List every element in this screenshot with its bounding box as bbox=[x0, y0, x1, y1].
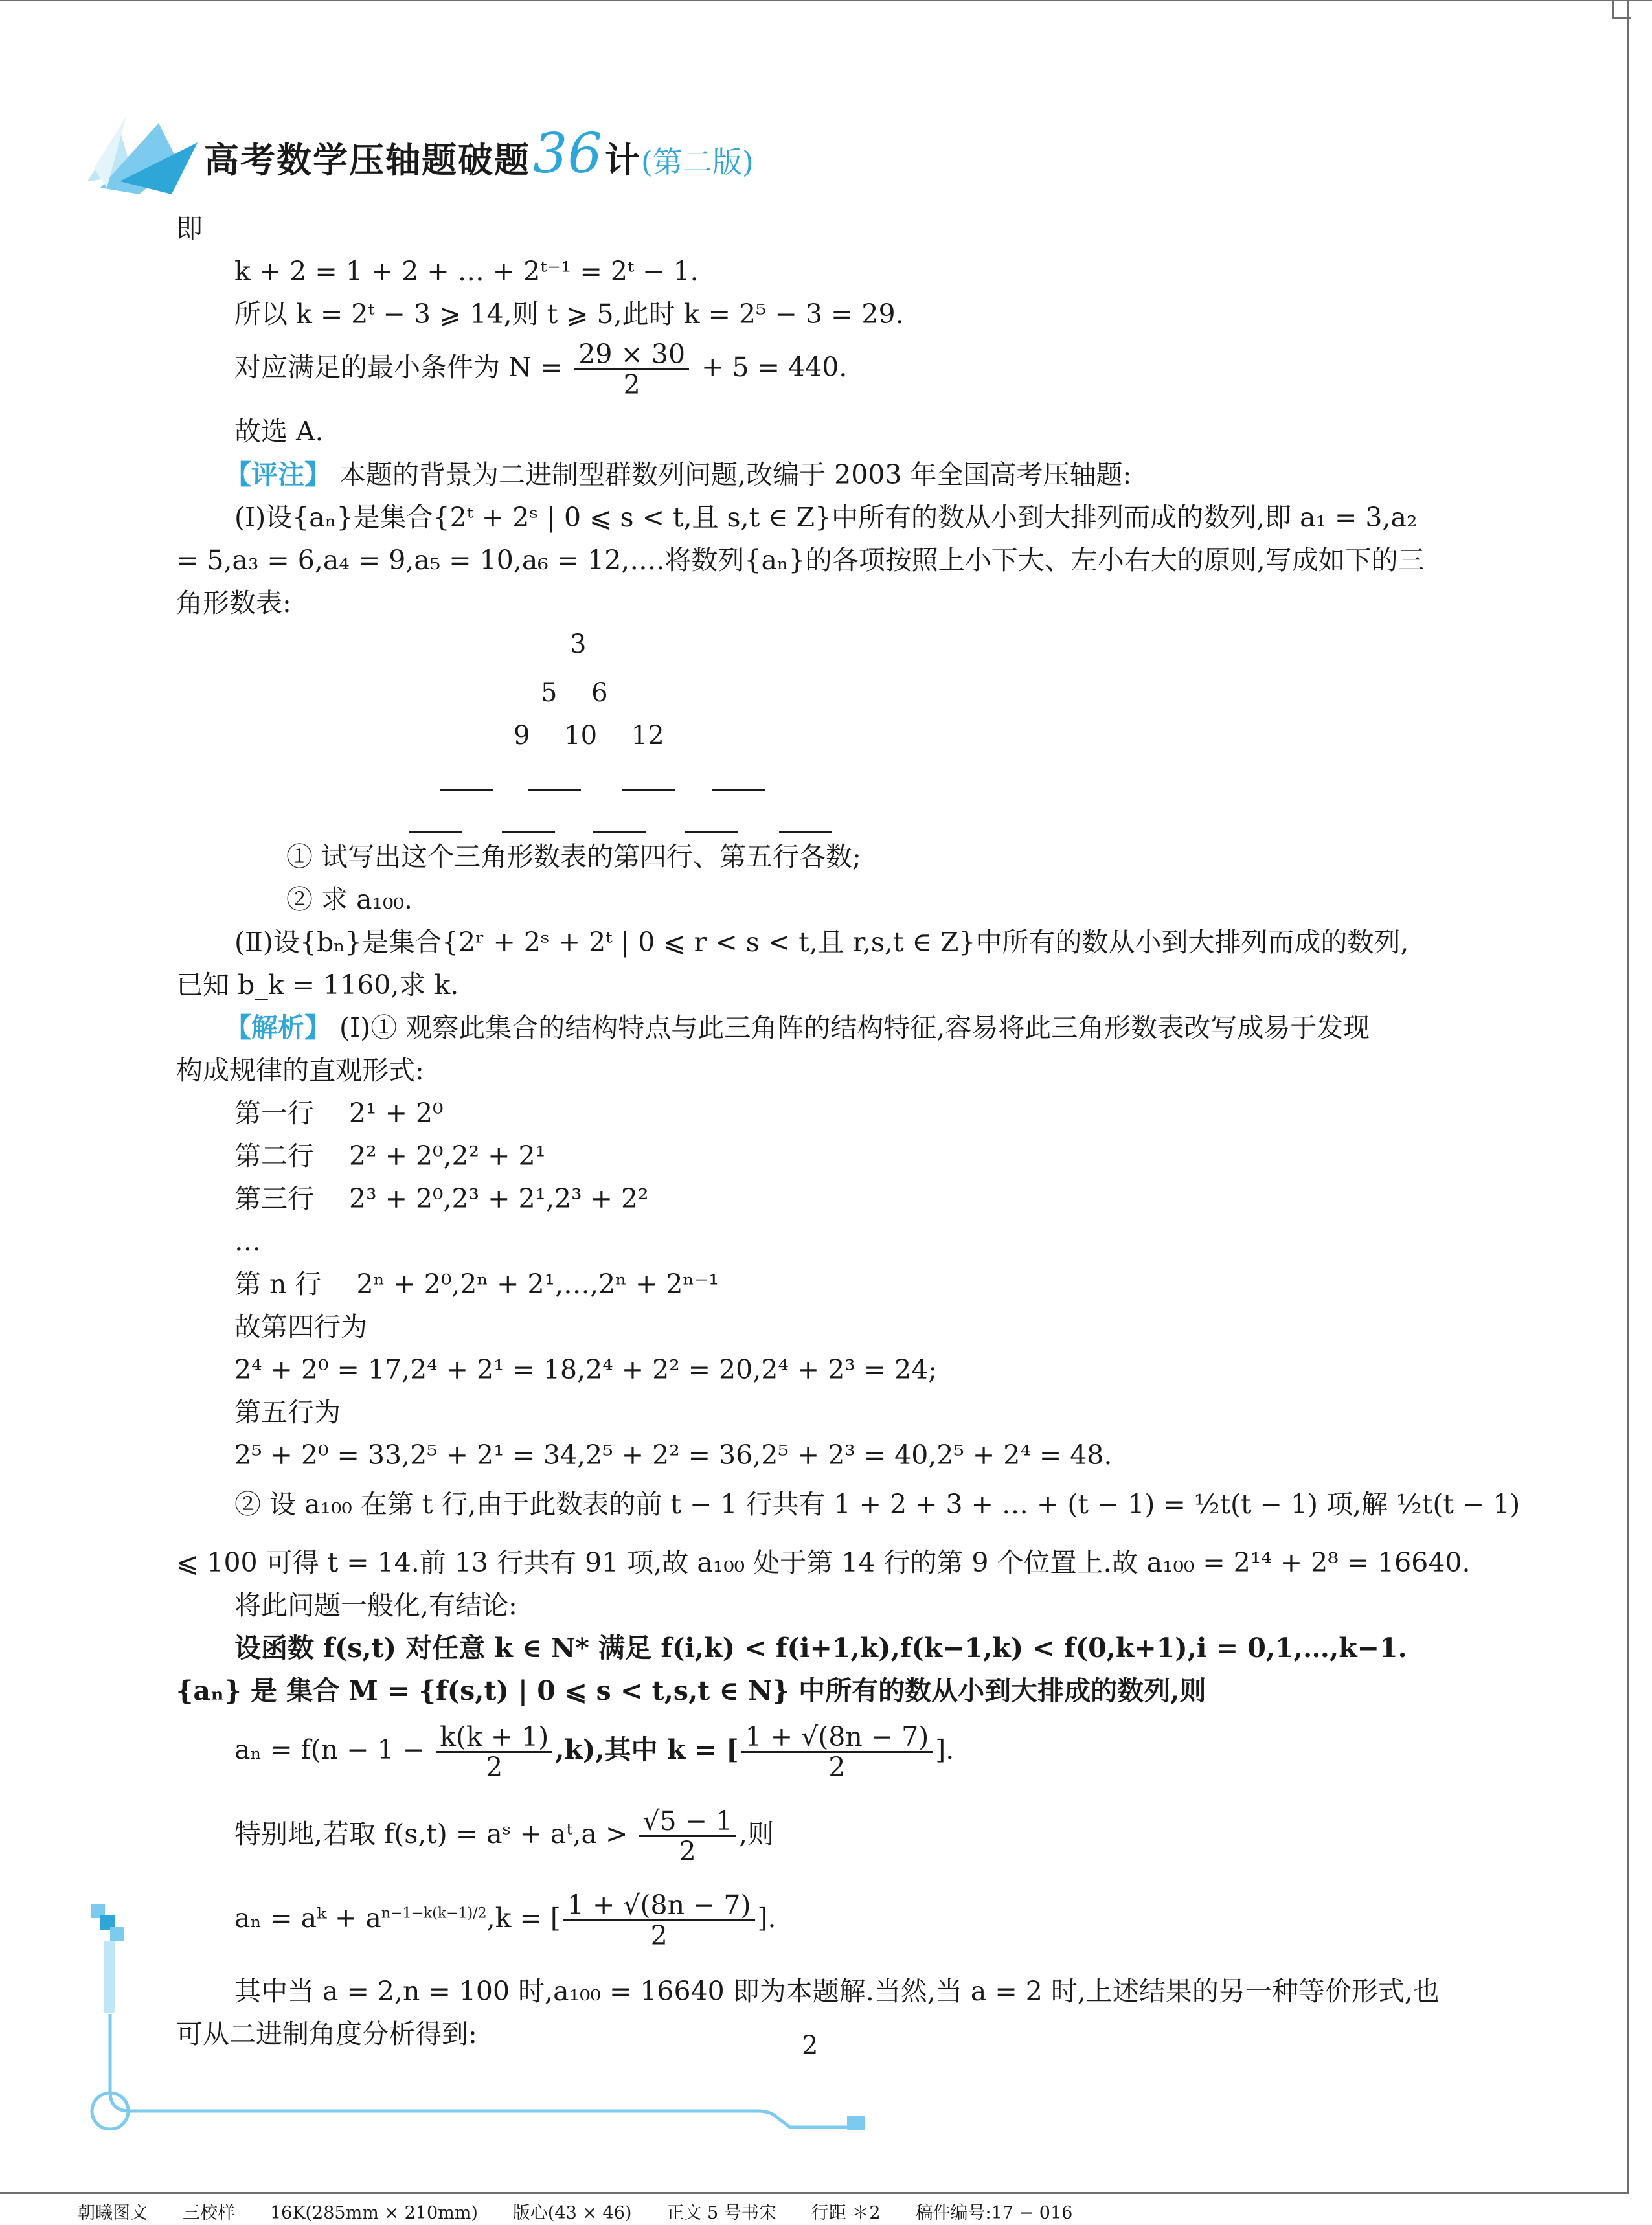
text-fragment: ,则 bbox=[739, 1818, 775, 1849]
text-line: ⩽ 100 可得 t = 14.前 13 行共有 91 项,故 a₁₀₀ 处于第 14 行的第 9 个位置上.故 a₁₀₀ = 2¹⁴ + 2⁸ = 16640. bbox=[176, 1547, 1471, 1578]
text-line: 角形数表: bbox=[176, 587, 291, 618]
text-line: 第三行 2³ + 2⁰,2³ + 2¹,2³ + 2² bbox=[234, 1183, 649, 1214]
remark-tag: 【评注】 bbox=[225, 459, 331, 490]
fraction-numerator: k(k + 1) bbox=[436, 1722, 552, 1753]
text-line: 2⁵ + 2⁰ = 33,2⁵ + 2¹ = 34,2⁵ + 2² = 36,2⁵ + 2³ = 40,2⁵ + 2⁴ = 48. bbox=[234, 1440, 1113, 1471]
blank-line bbox=[622, 789, 675, 791]
blank-line bbox=[502, 831, 555, 833]
frame-right-border bbox=[1627, 0, 1629, 2192]
text-fragment: + 5 = 440. bbox=[693, 352, 848, 383]
blank-line bbox=[440, 789, 493, 791]
blank-line bbox=[712, 789, 765, 791]
header-title-suffix: 计 bbox=[604, 139, 641, 181]
fraction bbox=[741, 1722, 933, 1781]
fraction-numerator: 1 + √(8n − 7) bbox=[741, 1722, 933, 1753]
triangle-row-2: 5 6 bbox=[541, 678, 608, 708]
frame-top-border bbox=[0, 0, 1652, 1]
fraction bbox=[436, 1722, 552, 1781]
fraction bbox=[563, 1891, 755, 1950]
text-fragment: 对应满足的最小条件为 N = bbox=[234, 352, 571, 383]
blank-line bbox=[779, 831, 832, 833]
header-title-number: 36 bbox=[533, 122, 602, 185]
text-line-fraction bbox=[176, 340, 847, 398]
question-1: ① 试写出这个三角形数表的第四行、第五行各数; bbox=[286, 841, 861, 872]
frame-bottom-border bbox=[0, 2192, 1629, 2194]
exponent: n−1−k(k−1)/2 bbox=[381, 1905, 487, 1922]
text-line: 2⁴ + 2⁰ = 17,2⁴ + 2¹ = 18,2⁴ + 2² = 20,2⁴ + 2³ = 24; bbox=[234, 1354, 938, 1385]
fraction-denominator: 2 bbox=[650, 1920, 668, 1951]
text-line: 所以 k = 2ᵗ − 3 ⩾ 14,则 t ⩾ 5,此时 k = 2⁵ − 3 = 29. bbox=[234, 299, 904, 330]
blank-line bbox=[528, 789, 581, 791]
text-line: ② 设 a₁₀₀ 在第 t 行,由于此数表的前 t − 1 行共有 1 + 2 + 3 + … + (t − 1) = ½t(t − 1) 项,解 ½t(t − 1) bbox=[234, 1489, 1521, 1520]
remark-text: 本题的背景为二进制型群数列问题,改编于 2003 年全国高考压轴题: bbox=[339, 459, 1132, 490]
text-line: 将此问题一般化,有结论: bbox=[234, 1590, 517, 1621]
text-line: 故选 A. bbox=[234, 416, 324, 447]
text-line bbox=[176, 1006, 1370, 1049]
header-title-edition: (第二版) bbox=[640, 144, 754, 179]
book-logo-icon bbox=[81, 104, 204, 201]
text-fragment: aₙ = aᵏ + a bbox=[234, 1903, 381, 1934]
triangle-row-1: 3 bbox=[570, 629, 587, 659]
fraction-denominator: 2 bbox=[679, 1836, 696, 1867]
fraction-numerator: 1 + √(8n − 7) bbox=[563, 1891, 755, 1921]
fraction-denominator: 2 bbox=[486, 1752, 503, 1783]
text-line: 第 n 行 2ⁿ + 2⁰,2ⁿ + 2¹,…,2ⁿ + 2ⁿ⁻¹ bbox=[234, 1269, 719, 1300]
page-number: 2 bbox=[802, 2031, 819, 2061]
formula-line bbox=[176, 1807, 774, 1871]
text-line: 已知 b_k = 1160,求 k. bbox=[176, 969, 459, 1000]
fraction bbox=[574, 340, 689, 399]
text-line: 设函数 f(s,t) 对任意 k ∈ N* 满足 f(i,k) < f(i+1,k),f(k−1,k) < f(0,k+1),i = 0,1,…,k−1. bbox=[234, 1632, 1407, 1664]
text-line: 构成规律的直观形式: bbox=[176, 1055, 424, 1086]
header-title bbox=[204, 122, 754, 185]
text-fragment: 特别地,若取 f(s,t) = aˢ + aᵗ,a > bbox=[234, 1818, 637, 1849]
blank-line bbox=[685, 831, 738, 833]
fraction-denominator: 2 bbox=[828, 1752, 846, 1783]
page-footer-decoration bbox=[84, 2014, 881, 2130]
text-line: 第二行 2² + 2⁰,2² + 2¹ bbox=[234, 1140, 546, 1171]
solution-text: (Ⅰ)① 观察此集合的结构特点与此三角阵的结构特征,容易将此三角形数表改写成易于发现 bbox=[339, 1012, 1370, 1043]
text-fragment: ]. bbox=[757, 1903, 776, 1934]
fraction bbox=[639, 1807, 736, 1866]
text-line bbox=[176, 453, 1131, 496]
fraction-numerator: 29 × 30 bbox=[574, 340, 689, 370]
fraction-denominator: 2 bbox=[623, 369, 640, 400]
text-line: {aₙ} 是 集合 M = {f(s,t) | 0 ⩽ s < t,s,t ∈ N} 中所有的数从小到大排成的数列,则 bbox=[176, 1675, 1206, 1706]
formula-line bbox=[176, 1722, 954, 1787]
solution-tag: 【解析】 bbox=[225, 1012, 331, 1043]
question-2: ② 求 a₁₀₀. bbox=[286, 884, 413, 915]
text-fragment: aₙ = f(n − 1 − bbox=[234, 1734, 434, 1765]
text-line: (Ⅰ)设{aₙ}是集合{2ᵗ + 2ˢ | 0 ⩽ s < t,且 s,t ∈ Z}中所有的数从小到大排列而成的数列,即 a₁ = 3,a₂ bbox=[234, 502, 1418, 533]
text-fragment: ,k),其中 k = [ bbox=[555, 1734, 739, 1765]
text-line: 故第四行为 bbox=[234, 1311, 367, 1342]
text-line: … bbox=[234, 1226, 261, 1257]
text-line: = 5,a₃ = 6,a₄ = 9,a₅ = 10,a₆ = 12,….将数列{aₙ}的各项按照上小下大、左小右大的原则,写成如下的三 bbox=[176, 545, 1425, 576]
text-line: 可从二进制角度分析得到: bbox=[176, 2018, 477, 2050]
decorative-blocks-icon bbox=[84, 1904, 130, 2014]
text-line: 第一行 2¹ + 2⁰ bbox=[234, 1098, 444, 1129]
fraction-numerator: √5 − 1 bbox=[639, 1807, 736, 1837]
text-fragment: ]. bbox=[935, 1734, 955, 1765]
formula-line bbox=[176, 1891, 776, 1956]
triangle-row-3: 9 10 12 bbox=[514, 721, 664, 751]
print-footer: 朝曦图文 三校样 16K(285mm × 210mm) 版心(43 × 46) 正文 5 号书宋 行距 ＊2 稿件编号:17 − 016 bbox=[78, 2203, 1073, 2223]
blank-line bbox=[593, 831, 646, 833]
text-line: (Ⅱ)设{bₙ}是集合{2ʳ + 2ˢ + 2ᵗ | 0 ⩽ r < s < t,且 r,s,t ∈ Z}中所有的数从小到大排列而成的数列, bbox=[234, 927, 1409, 958]
header-title-main: 高考数学压轴题破题 bbox=[204, 139, 530, 181]
crop-mark bbox=[1612, 0, 1631, 19]
text-fragment: ,k = [ bbox=[486, 1903, 561, 1934]
text-line: 其中当 a = 2,n = 100 时,a₁₀₀ = 16640 即为本题解.当然,当 a = 2 时,上述结果的另一种等价形式,也 bbox=[234, 1976, 1440, 2007]
blank-line bbox=[409, 831, 462, 833]
text-line: 第五行为 bbox=[234, 1397, 341, 1428]
text-line: k + 2 = 1 + 2 + … + 2ᵗ⁻¹ = 2ᵗ − 1. bbox=[234, 256, 699, 287]
text-line: 即 bbox=[176, 213, 203, 244]
